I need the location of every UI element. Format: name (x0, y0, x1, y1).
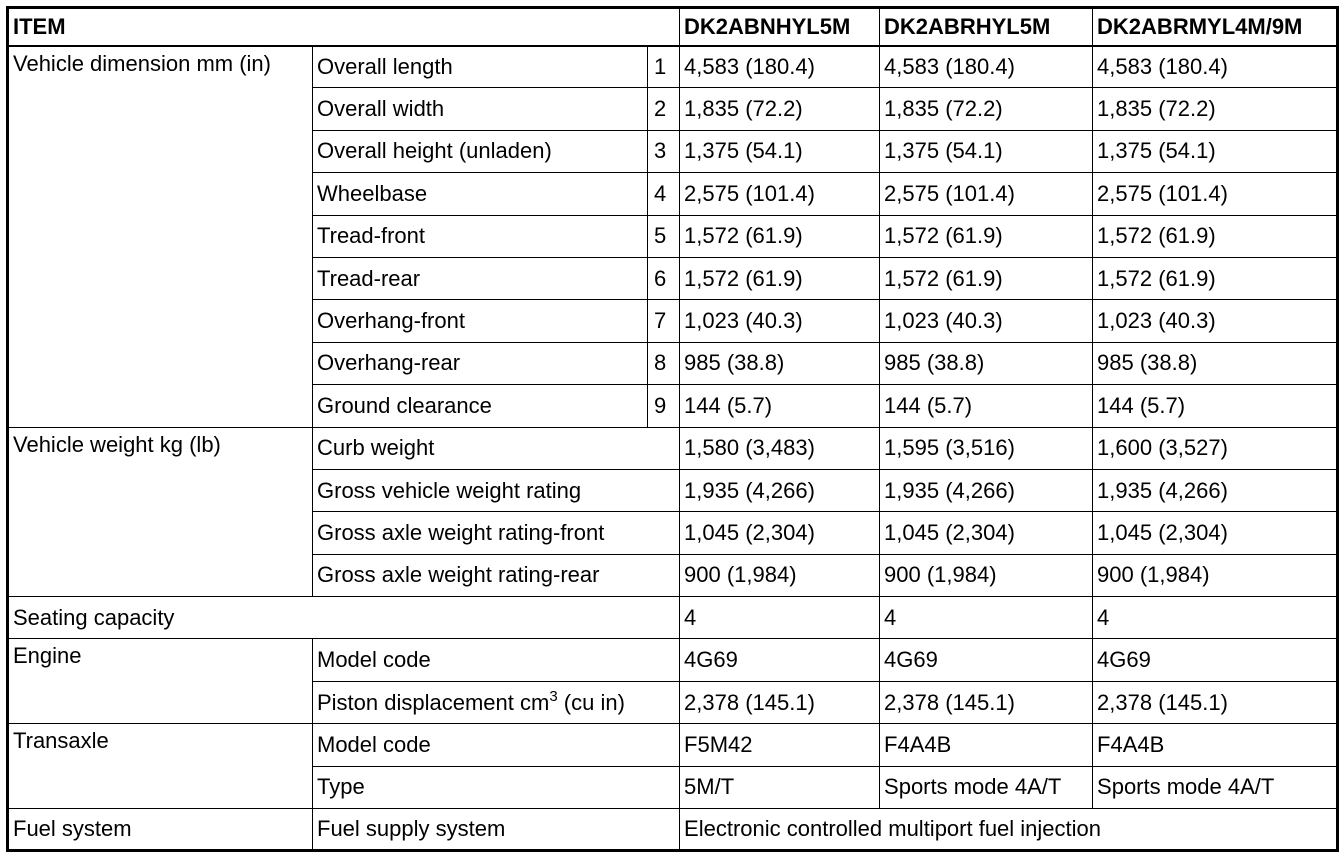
row-label: Wheelbase (313, 173, 648, 215)
row-number: 1 (648, 46, 680, 88)
group-fuel-system: Fuel system (8, 809, 313, 851)
label-unit: (cu in) (557, 689, 625, 715)
vehicle-specifications-table (6, 6, 1339, 852)
header-item: ITEM (8, 8, 680, 46)
cell-value: 1,935 (4,266) (880, 469, 1093, 511)
row-label: Gross vehicle weight rating (313, 469, 680, 511)
row-label: Overhang-front (313, 300, 648, 342)
cell-value: 144 (5.7) (1093, 385, 1338, 427)
row-label: Overall width (313, 88, 648, 130)
table-row (8, 724, 1338, 766)
cell-value: 4 (880, 597, 1093, 639)
group-vehicle-dimension: Vehicle dimension mm (in) (8, 46, 313, 428)
cell-value: 1,835 (72.2) (1093, 88, 1338, 130)
cell-value: 900 (1,984) (680, 554, 880, 596)
row-label: Gross axle weight rating-rear (313, 554, 680, 596)
cell-value: 1,580 (3,483) (680, 427, 880, 469)
cell-value: 1,375 (54.1) (880, 130, 1093, 172)
header-model-3: DK2ABRMYL4M/9M (1093, 8, 1338, 46)
cell-value: 2,378 (145.1) (1093, 681, 1338, 723)
group-vehicle-weight: Vehicle weight kg (lb) (8, 427, 313, 597)
cell-value: 2,378 (145.1) (680, 681, 880, 723)
cell-value: 4 (1093, 597, 1338, 639)
table-row (8, 46, 1338, 88)
cell-value: 1,572 (61.9) (880, 215, 1093, 257)
row-label-piston-displacement (313, 681, 680, 723)
cell-value: 1,572 (61.9) (680, 257, 880, 299)
cell-value: 5M/T (680, 766, 880, 808)
cell-value: 1,572 (61.9) (680, 215, 880, 257)
table-row (8, 597, 1338, 639)
cell-value: 1,572 (61.9) (1093, 215, 1338, 257)
cell-value: 4 (680, 597, 880, 639)
cell-value: 1,935 (4,266) (1093, 469, 1338, 511)
cell-value: 1,572 (61.9) (1093, 257, 1338, 299)
cell-value: 985 (38.8) (680, 342, 880, 384)
row-number: 8 (648, 342, 680, 384)
cell-value: 1,023 (40.3) (680, 300, 880, 342)
group-transaxle: Transaxle (8, 724, 313, 809)
cell-value: 1,023 (40.3) (880, 300, 1093, 342)
cell-value: 1,595 (3,516) (880, 427, 1093, 469)
cell-value: 2,575 (101.4) (680, 173, 880, 215)
row-label: Curb weight (313, 427, 680, 469)
cell-value: 1,023 (40.3) (1093, 300, 1338, 342)
cell-value: 1,045 (2,304) (1093, 512, 1338, 554)
cell-value: 1,045 (2,304) (680, 512, 880, 554)
cell-value: 4,583 (180.4) (880, 46, 1093, 88)
header-model-2: DK2ABRHYL5M (880, 8, 1093, 46)
row-label: Tread-rear (313, 257, 648, 299)
cell-value: 4,583 (180.4) (680, 46, 880, 88)
cell-value: 1,835 (72.2) (880, 88, 1093, 130)
row-label: Overhang-rear (313, 342, 648, 384)
cell-value: 1,572 (61.9) (880, 257, 1093, 299)
label-superscript: 3 (549, 687, 558, 705)
table-row (8, 639, 1338, 681)
cell-value: F4A4B (880, 724, 1093, 766)
cell-value: 1,835 (72.2) (680, 88, 880, 130)
row-label: Model code (313, 639, 680, 681)
cell-value: 144 (5.7) (880, 385, 1093, 427)
cell-value: 2,575 (101.4) (1093, 173, 1338, 215)
cell-value: 985 (38.8) (1093, 342, 1338, 384)
cell-value: 1,600 (3,527) (1093, 427, 1338, 469)
row-number: 2 (648, 88, 680, 130)
cell-value-fuel-injection: Electronic controlled multiport fuel injection (680, 809, 1338, 851)
cell-value: 144 (5.7) (680, 385, 880, 427)
cell-value: Sports mode 4A/T (1093, 766, 1338, 808)
row-number: 5 (648, 215, 680, 257)
cell-value: 4G69 (880, 639, 1093, 681)
row-label: Overall length (313, 46, 648, 88)
cell-value: 1,375 (54.1) (680, 130, 880, 172)
cell-value: 1,045 (2,304) (880, 512, 1093, 554)
table-row (8, 427, 1338, 469)
label-text: Piston displacement cm (317, 689, 550, 715)
row-label: Fuel supply system (313, 809, 680, 851)
cell-value: Sports mode 4A/T (880, 766, 1093, 808)
row-number: 7 (648, 300, 680, 342)
cell-value: 900 (1,984) (880, 554, 1093, 596)
cell-value: 2,378 (145.1) (880, 681, 1093, 723)
row-label: Tread-front (313, 215, 648, 257)
row-number: 9 (648, 385, 680, 427)
cell-value: 1,375 (54.1) (1093, 130, 1338, 172)
row-label: Type (313, 766, 680, 808)
cell-value: 4G69 (1093, 639, 1338, 681)
cell-value: 4,583 (180.4) (1093, 46, 1338, 88)
spec-table-container (6, 6, 1336, 850)
cell-value: F5M42 (680, 724, 880, 766)
row-label: Gross axle weight rating-front (313, 512, 680, 554)
row-number: 6 (648, 257, 680, 299)
group-engine: Engine (8, 639, 313, 724)
cell-value: 985 (38.8) (880, 342, 1093, 384)
header-row (8, 8, 1338, 46)
row-label: Model code (313, 724, 680, 766)
cell-value: 4G69 (680, 639, 880, 681)
row-label: Ground clearance (313, 385, 648, 427)
header-model-1: DK2ABNHYL5M (680, 8, 880, 46)
cell-value: 900 (1,984) (1093, 554, 1338, 596)
row-label-seating-capacity: Seating capacity (8, 597, 680, 639)
row-number: 3 (648, 130, 680, 172)
cell-value: 2,575 (101.4) (880, 173, 1093, 215)
cell-value: 1,935 (4,266) (680, 469, 880, 511)
cell-value: F4A4B (1093, 724, 1338, 766)
table-row (8, 809, 1338, 851)
row-number: 4 (648, 173, 680, 215)
row-label: Overall height (unladen) (313, 130, 648, 172)
